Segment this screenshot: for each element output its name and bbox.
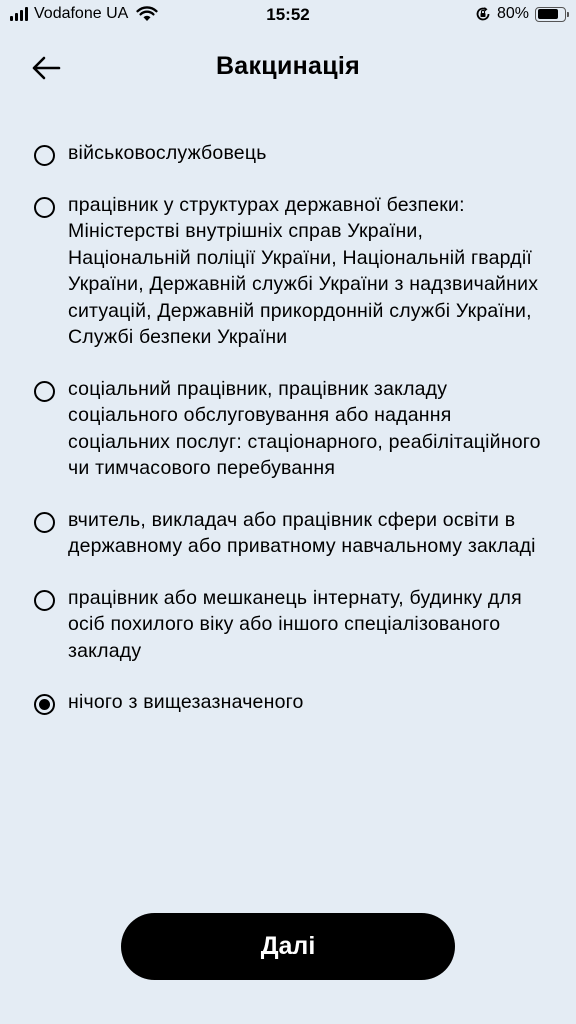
status-time: 15:52 (266, 5, 310, 24)
next-button[interactable]: Далі (121, 913, 455, 980)
options-list (34, 140, 554, 716)
radio-button[interactable] (34, 381, 55, 402)
option-label: військовослужбовець (68, 142, 267, 164)
option-social-worker[interactable] (34, 376, 554, 482)
option-label: працівник або мешканець інтернату, будинку для осіб похилого віку або іншого спеціалізованого закладу (68, 586, 522, 662)
radio-button[interactable] (34, 197, 55, 218)
option-teacher[interactable] (34, 507, 554, 560)
option-label: нічого з вищезазначеного (68, 691, 304, 713)
radio-button[interactable] (34, 694, 55, 715)
option-state-security[interactable] (34, 192, 554, 351)
option-label: соціальний працівник, працівник закладу соціального обслуговування або надання соціальних послуг: стаціонарного, реабілітаційного чи тимчасового перебування (68, 377, 541, 479)
radio-dot (39, 699, 50, 710)
radio-button[interactable] (34, 590, 55, 611)
carrier-name: Vodafone UA (34, 5, 129, 22)
page-title: Вакцинація (215, 52, 361, 80)
battery-icon (535, 7, 566, 22)
option-label: вчитель, викладач або працівник сфери освіти в державному або приватному навчальному закладі (68, 508, 536, 557)
radio-button[interactable] (34, 512, 55, 533)
header (0, 40, 576, 96)
option-none[interactable] (34, 689, 554, 716)
battery-tip (567, 12, 569, 17)
battery-percent: 80% (496, 5, 529, 22)
status-bar (0, 0, 576, 30)
battery-fill (538, 9, 559, 19)
radio-button[interactable] (34, 145, 55, 166)
option-military[interactable] (34, 140, 554, 167)
option-boarding-resident[interactable] (34, 585, 554, 665)
option-label: працівник у структурах державної безпеки: Міністерстві внутрішніх справ України, Національній поліції України, Національній гвардії України, Державній службі України з надзвичайних ситуацій, Державній прикордонній службі України, Службі безпеки України (68, 193, 539, 348)
status-bar-right (475, 5, 566, 23)
orientation-lock-icon (475, 6, 491, 22)
